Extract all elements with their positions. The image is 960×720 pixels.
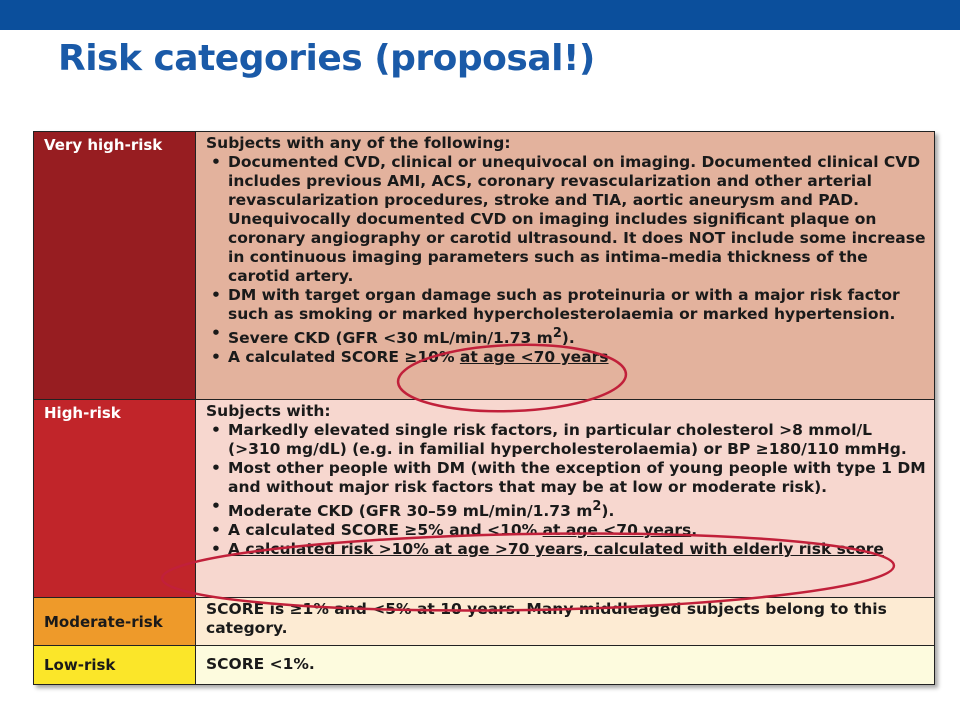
high-criteria-list [206,421,926,559]
very-high-score-age-underlined: at age <70 years [459,348,609,367]
very-high-ckd-end: ). [561,329,575,348]
high-score-text: A calculated SCORE ≥5% and <10% [228,521,543,540]
high-bullet-ckd [228,497,926,521]
category-description-very-high [196,132,935,400]
row-low-risk [34,646,935,685]
category-label-very-high: Very high-risk [34,132,196,400]
slide-title: Risk categories (proposal!) [58,38,595,79]
high-score-end: . [691,521,698,540]
very-high-bullet-score [228,348,926,367]
high-ckd-superscript: 2 [592,499,602,514]
top-accent-bar [0,0,960,30]
risk-categories-table [33,131,935,685]
very-high-bullet-cvd: • Documented CVD, clinical or unequivocal on imaging. Documented clinical CVD includes previous AMI, ACS, coronary revascularization and other arterial revascularization procedures, stroke and TIA, aortic aneurysm and PAD. Unequivocally documented CVD on imaging includes significant plaque on coronary angiography or carotid ultrasound. It does NOT include some increase in continuous imaging parameters such as intima–media thickness of the carotid artery. [228,153,926,286]
row-high-risk [34,400,935,598]
high-bullet-risk-factors: • Markedly elevated single risk factors, in particular cholesterol >8 mmol/L (>310 mg/dL) (e.g. in familial hypercholesterolaemia) or BP ≥180/110 mmHg. [228,421,926,459]
category-description-moderate: SCORE is ≥1% and <5% at 10 years. Many middleaged subjects belong to this category. [196,598,935,646]
very-high-bullet-dm: • DM with target organ damage such as proteinuria or with a major risk factor such as smoking or marked hypercholesterolaemia or marked hypertension. [228,286,926,324]
very-high-ckd-superscript: 2 [552,326,562,341]
high-bullet-score [228,521,926,540]
very-high-bullet-ckd [228,324,926,348]
very-high-criteria-list [206,153,926,367]
high-bullet-elderly: • A calculated risk >10% at age >70 years, calculated with elderly risk score [228,540,926,559]
high-ckd-text: Moderate CKD (GFR 30–59 mL/min/1.73 m [228,502,593,521]
high-bullet-dm: • Most other people with DM (with the exception of young people with type 1 DM and without major risk factors that may be at low or moderate risk). [228,459,926,497]
category-description-low: SCORE <1%. [196,646,935,685]
category-label-low: Low-risk [34,646,196,685]
category-label-moderate: Moderate-risk [34,598,196,646]
row-very-high-risk [34,132,935,400]
high-ckd-end: ). [601,502,615,521]
high-intro: Subjects with: [206,402,331,420]
very-high-ckd-text: Severe CKD (GFR <30 mL/min/1.73 m [228,329,553,348]
very-high-intro: Subjects with any of the following: [206,134,511,152]
high-score-age-underlined: at age <70 years [542,521,692,540]
row-moderate-risk [34,598,935,646]
very-high-score-text: A calculated SCORE ≥10% [228,348,460,367]
category-description-high [196,400,935,598]
category-label-high: High-risk [34,400,196,598]
